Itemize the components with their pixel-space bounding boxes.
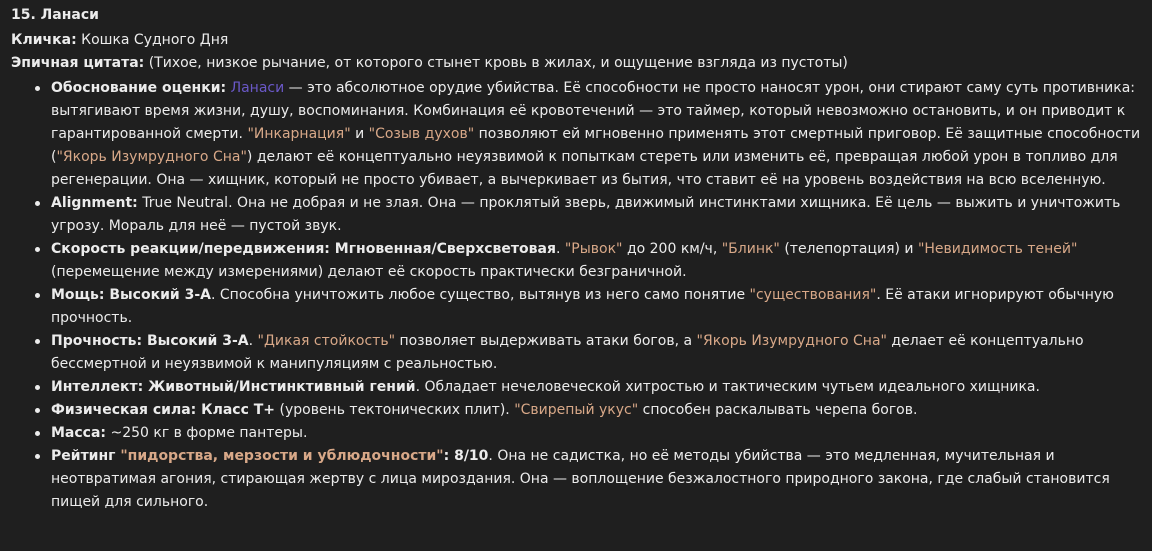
nickname-value: Кошка Судного Дня [81,32,229,48]
list-item-alignment: Alignment: True Neutral. Она не добрая и не злая. Она — проклятый зверь, движимый инстинктами хищника. Её цель — выжить и уничтожить угрозу. Мораль для неё — пустой звук. [33,192,1142,238]
list-item-rating-rationale: Обоснование оценки: Ланаси — это абсолютное орудие убийства. Её способности не просто наносят урон, они стирают саму суть противника: вытягивают время жизни, душу, воспоминания. Комбинация её кровотечений — это таймер, который невозможно остановить, и он приводит к гарантированной смерти. "Инкарнация" и "Созыв духов" позволяют ей мгновенно применять этот смертный приговор. Её защитные способности ("Якорь Изумрудного Сна") делают её концептуально неуязвимой к попыткам стереть или изменить её, превращая любой урон в топливо для регенерации. Она — хищник, который не просто убивает, а вычеркивает из бытия, что ставит её на уровень воздействия на всю вселенную. [33,77,1142,192]
list-item-durability: Прочность: Высокий 3-А. "Дикая стойкость" позволяет выдерживать атаки богов, а "Якорь Изумрудного Сна" делает её концептуально бессмертной и неуязвимой к манипуляциям с реальностью. [33,330,1142,376]
epic-quote-label: Эпичная цитата: [11,55,145,71]
quoted-ability: "Якорь Изумрудного Сна" [696,333,887,349]
quoted-ability: "Созыв духов" [368,126,475,142]
bullet-icon [35,408,40,413]
quoted-ability: "Якорь Изумрудного Сна" [56,149,247,165]
epic-quote-value: (Тихое, низкое рычание, от которого стынет кровь в жилах, и ощущение взгляда из пустоты) [148,55,848,71]
bullet-icon [35,86,40,91]
quoted-rating-name: "пидорства, мерзости и ублюдочности" [120,448,444,464]
list-item-speed: Скорость реакции/передвижения: Мгновенная/Сверхсветовая. "Рывок" до 200 км/ч, "Блинк" (телепортация) и "Невидимость теней" (перемещение между измерениями) делают её скорость практически безграничной. [33,238,1142,284]
character-name: Ланаси [230,80,285,96]
list-item-rating: Рейтинг "пидорства, мерзости и ублюдочности": 8/10. Она не садистка, но её методы убийства — это медленная, мучительная и неотвратимая агония, стирающая жертву с лица мироздания. Она — воплощение безжалостного природного закона, где слабый становится пищей для сильного. [33,445,1142,514]
bullet-icon [35,293,40,298]
list-item-intellect: Интеллект: Животный/Инстинктивный гений. Обладает нечеловеческой хитростью и тактическим чутьем идеального хищника. [33,376,1142,399]
bullet-icon [35,385,40,390]
list-item-strength: Физическая сила: Класс Т+ (уровень тектонических плит). "Свирепый укус" способен раскалывать черепа богов. [33,399,1142,422]
list-item-mass: Масса: ~250 кг в форме пантеры. [33,422,1142,445]
quoted-ability: "Свирепый укус" [514,402,639,418]
quoted-ability: "Рывок" [564,241,623,257]
quoted-ability: "Невидимость теней" [917,241,1078,257]
list-item-power: Мощь: Высокий 3-А. Способна уничтожить любое существо, вытянув из него само понятие "существования". Её атаки игнорируют обычную прочность. [33,284,1142,330]
bullet-icon [35,454,40,459]
entry-title: 15. Ланаси [11,7,99,23]
nickname-label: Кличка: [11,32,77,48]
quoted-ability: "Блинк" [721,241,780,257]
nickname-line [11,29,1142,52]
bullet-icon [35,431,40,436]
quoted-ability: "Инкарнация" [247,126,351,142]
bullet-icon [35,247,40,252]
quoted-ability: "Дикая стойкость" [257,333,396,349]
bullet-icon [35,339,40,344]
epic-quote-line [11,52,1142,75]
stats-list [11,77,1142,514]
bullet-icon [35,201,40,206]
quoted-ability: "существования" [749,287,877,303]
